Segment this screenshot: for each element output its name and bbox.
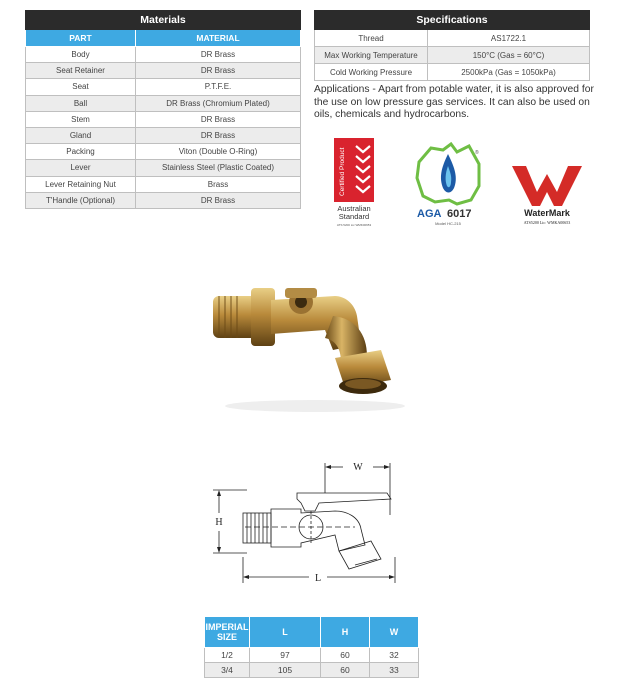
watermark-text: WaterMark bbox=[524, 208, 570, 218]
dim-label-w: W bbox=[353, 462, 363, 473]
specifications-table bbox=[314, 10, 590, 81]
aga-number-text: 6017 bbox=[447, 208, 472, 220]
australian-text: Australian bbox=[337, 204, 371, 213]
materials-row bbox=[26, 160, 301, 176]
dimension-drawing bbox=[205, 455, 435, 590]
l-cell: 105 bbox=[250, 663, 321, 678]
aga-text: AGA bbox=[417, 208, 442, 220]
materials-row bbox=[26, 111, 301, 127]
part-cell: T'Handle (Optional) bbox=[26, 192, 136, 208]
aga-logo bbox=[413, 134, 483, 228]
spec-value: 2500kPa (Gas = 1050kPa) bbox=[428, 64, 590, 81]
as-licence-text: ATS 5200 Lic WMK00653 bbox=[336, 223, 372, 227]
material-cell: DR Brass bbox=[136, 192, 301, 208]
col-h: H bbox=[321, 617, 370, 648]
part-cell: Lever bbox=[26, 160, 136, 176]
sizes-table bbox=[204, 616, 419, 678]
certified-product-text: Certified Product bbox=[339, 147, 346, 196]
spec-value: AS1722.1 bbox=[428, 30, 590, 47]
materials-table bbox=[25, 10, 301, 209]
material-cell: Viton (Double O-Ring) bbox=[136, 144, 301, 160]
size-cell: 1/2 bbox=[205, 648, 250, 663]
materials-row bbox=[26, 95, 301, 111]
material-cell: DR Brass bbox=[136, 127, 301, 143]
specifications-title: Specifications bbox=[315, 11, 590, 30]
materials-row bbox=[26, 63, 301, 79]
w-cell: 33 bbox=[370, 663, 419, 678]
material-cell: DR Brass (Chromium Plated) bbox=[136, 95, 301, 111]
applications-text: Applications - Apart from potable water, it is also approved for the use on low pressure gas services. It can also be used on oils, chemicals and hydrocarbons. bbox=[314, 84, 594, 120]
h-cell: 60 bbox=[321, 648, 370, 663]
australian-standard-logo bbox=[334, 138, 390, 230]
aga-model-text: Model HC-215 bbox=[435, 221, 461, 226]
materials-row bbox=[26, 192, 301, 208]
h-cell: 60 bbox=[321, 663, 370, 678]
size-row bbox=[205, 663, 419, 678]
size-cell: 3/4 bbox=[205, 663, 250, 678]
spec-row bbox=[315, 30, 590, 47]
watermark-logo bbox=[506, 160, 588, 230]
part-cell: Packing bbox=[26, 144, 136, 160]
product-photo bbox=[205, 258, 420, 418]
col-w: W bbox=[370, 617, 419, 648]
standard-text: Standard bbox=[338, 212, 370, 221]
spec-row bbox=[315, 47, 590, 64]
materials-row bbox=[26, 47, 301, 63]
size-row bbox=[205, 648, 419, 663]
part-cell: Gland bbox=[26, 127, 136, 143]
spec-value: 150°C (Gas = 60°C) bbox=[428, 47, 590, 64]
col-part-header: PART bbox=[26, 30, 136, 47]
w-cell: 32 bbox=[370, 648, 419, 663]
material-cell: P.T.F.E. bbox=[136, 79, 301, 95]
col-l: L bbox=[250, 617, 321, 648]
svg-text:®: ® bbox=[475, 150, 479, 156]
spec-key: Max Working Temperature bbox=[315, 47, 428, 64]
part-cell: Seat Retainer bbox=[26, 63, 136, 79]
material-cell: DR Brass bbox=[136, 111, 301, 127]
materials-row bbox=[26, 176, 301, 192]
part-cell: Ball bbox=[26, 95, 136, 111]
col-imperial-size: IMPERIAL SIZE bbox=[205, 617, 250, 648]
materials-row bbox=[26, 79, 301, 95]
dim-label-l: L bbox=[314, 573, 322, 584]
part-cell: Seat bbox=[26, 79, 136, 95]
spec-key: Thread bbox=[315, 30, 428, 47]
dim-label-h: H bbox=[215, 517, 223, 528]
material-cell: DR Brass bbox=[136, 47, 301, 63]
material-cell: Brass bbox=[136, 176, 301, 192]
spec-key: Cold Working Pressure bbox=[315, 64, 428, 81]
material-cell: DR Brass bbox=[136, 63, 301, 79]
part-cell: Body bbox=[26, 47, 136, 63]
l-cell: 97 bbox=[250, 648, 321, 663]
part-cell: Lever Retaining Nut bbox=[26, 176, 136, 192]
watermark-licence-text: ATS5200 Lic: WMKA00653 bbox=[523, 220, 571, 225]
spec-row bbox=[315, 64, 590, 81]
materials-row bbox=[26, 127, 301, 143]
materials-row bbox=[26, 144, 301, 160]
part-cell: Stem bbox=[26, 111, 136, 127]
material-cell: Stainless Steel (Plastic Coated) bbox=[136, 160, 301, 176]
col-material-header: MATERIAL bbox=[136, 30, 301, 47]
materials-title: Materials bbox=[26, 11, 301, 30]
